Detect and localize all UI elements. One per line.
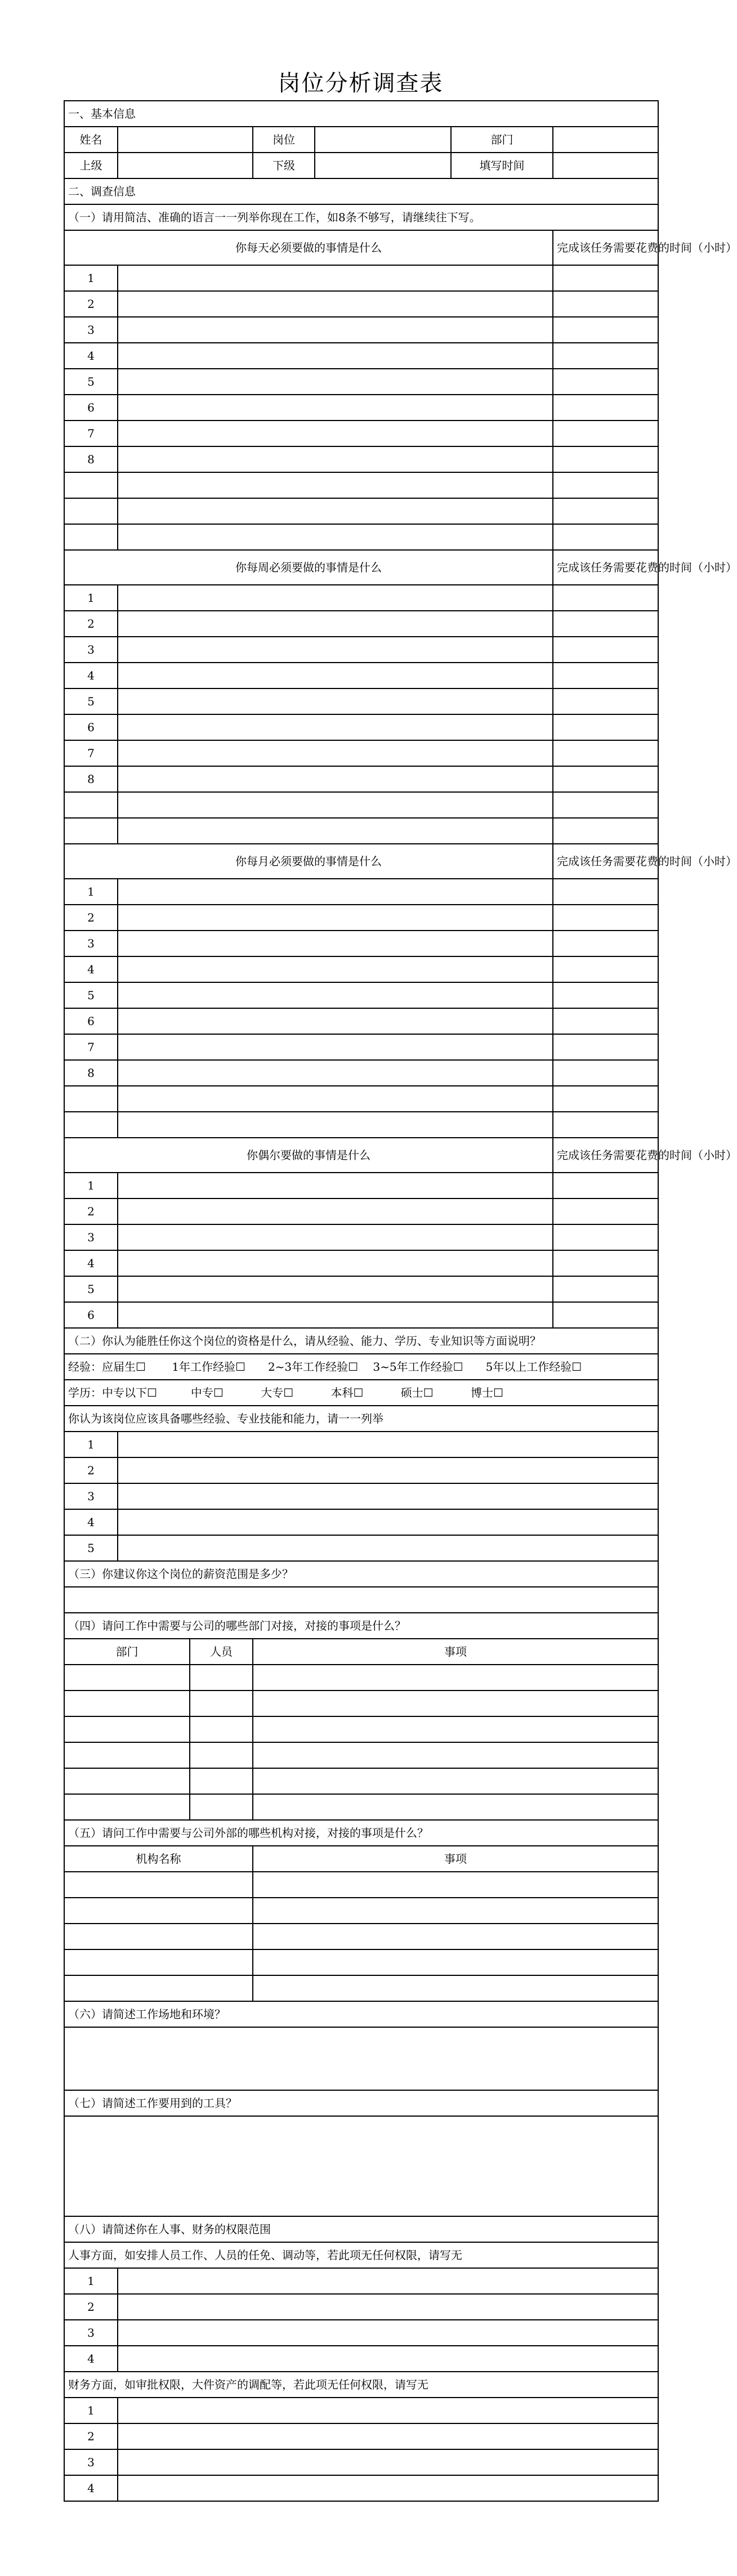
weekly-task-field[interactable] (118, 714, 553, 740)
weekly-row-number: 4 (64, 663, 118, 688)
q4-person-field[interactable] (190, 1690, 253, 1716)
q4-item-field[interactable] (253, 1742, 658, 1768)
occasional-hours-field[interactable] (553, 1198, 658, 1224)
weekly-header-row (64, 550, 658, 585)
occasional-task-field[interactable] (118, 1302, 553, 1328)
skills-row-number: 4 (64, 1509, 118, 1535)
daily-hours-field[interactable] (553, 472, 658, 498)
experience-options-row (64, 1354, 658, 1380)
daily-hours-field[interactable] (553, 395, 658, 421)
weekly-row (64, 766, 658, 792)
weekly-time-header: 完成该任务需要花费的时间（小时） (553, 550, 658, 585)
daily-row-number (64, 472, 118, 498)
subordinate-label: 下级 (253, 153, 315, 178)
daily-hours-field[interactable] (553, 524, 658, 550)
weekly-task-field[interactable] (118, 766, 553, 792)
q4-person-field[interactable] (190, 1665, 253, 1690)
fin-row-number: 4 (64, 2475, 118, 2501)
hr-row-number: 3 (64, 2320, 118, 2346)
filldate-label: 填写时间 (451, 153, 553, 178)
q4-item-field[interactable] (253, 1665, 658, 1690)
q5-item-field[interactable] (253, 1924, 658, 1949)
weekly-header: 你每周必须要做的事情是什么 (64, 550, 553, 585)
daily-row (64, 498, 658, 524)
daily-row-number: 4 (64, 343, 118, 369)
monthly-hours-field[interactable] (553, 905, 658, 931)
weekly-task-field[interactable] (118, 585, 553, 611)
occasional-time-header: 完成该任务需要花费的时间（小时） (553, 1138, 658, 1173)
daily-row-number: 1 (64, 265, 118, 291)
basic-section-title: 一、基本信息 (64, 101, 658, 127)
weekly-hours-field[interactable] (553, 792, 658, 818)
fin-row (64, 2423, 658, 2449)
monthly-hours-field[interactable] (553, 1060, 658, 1086)
superior-field[interactable] (118, 153, 253, 178)
education-options-row (64, 1380, 658, 1406)
weekly-row (64, 792, 658, 818)
daily-header-row (64, 230, 658, 265)
q4-item-field[interactable] (253, 1768, 658, 1794)
monthly-task-field[interactable] (118, 1112, 553, 1138)
q4-dept-field[interactable] (64, 1665, 190, 1690)
weekly-hours-field[interactable] (553, 585, 658, 611)
monthly-task-field[interactable] (118, 982, 553, 1008)
q5-item-header: 事项 (253, 1846, 658, 1872)
post-label: 岗位 (253, 127, 315, 153)
occasional-row (64, 1250, 658, 1276)
survey-form-table (64, 100, 737, 2502)
monthly-task-field[interactable] (118, 1086, 553, 1112)
skills-field[interactable] (118, 1432, 658, 1457)
monthly-row (64, 905, 658, 931)
q1-row (64, 204, 658, 230)
weekly-row (64, 585, 658, 611)
daily-header: 你每天必须要做的事情是什么 (64, 230, 553, 265)
fin-row-number: 1 (64, 2398, 118, 2423)
fin-row (64, 2475, 658, 2501)
occasional-task-field[interactable] (118, 1276, 553, 1302)
q4-person-field[interactable] (190, 1742, 253, 1768)
daily-task-field[interactable] (118, 317, 553, 343)
monthly-row-number: 5 (64, 982, 118, 1008)
monthly-task-field[interactable] (118, 956, 553, 982)
monthly-hours-field[interactable] (553, 956, 658, 982)
weekly-task-field[interactable] (118, 818, 553, 844)
q4-person-field[interactable] (190, 1716, 253, 1742)
q4-row (64, 1716, 658, 1742)
hr-row-number: 2 (64, 2294, 118, 2320)
q4-item-field[interactable] (253, 1794, 658, 1820)
q8-text-row (64, 2216, 658, 2242)
weekly-task-field[interactable] (118, 688, 553, 714)
q4-dept-field[interactable] (64, 1768, 190, 1794)
hr-row (64, 2320, 658, 2346)
survey-section-title: 二、调查信息 (64, 178, 658, 204)
weekly-task-field[interactable] (118, 740, 553, 766)
q5-org-header: 机构名称 (64, 1846, 253, 1872)
q4-dept-field[interactable] (64, 1690, 190, 1716)
monthly-row (64, 956, 658, 982)
weekly-row (64, 818, 658, 844)
occasional-task-field[interactable] (118, 1173, 553, 1198)
daily-hours-field[interactable] (553, 498, 658, 524)
skills-row (64, 1483, 658, 1509)
daily-hours-field[interactable] (553, 343, 658, 369)
weekly-row-number: 1 (64, 585, 118, 611)
weekly-row-number: 7 (64, 740, 118, 766)
occasional-row-number: 5 (64, 1276, 118, 1302)
occasional-row-number: 3 (64, 1224, 118, 1250)
daily-row (64, 395, 658, 421)
q4-dept-field[interactable] (64, 1794, 190, 1820)
q4-item-header: 事项 (253, 1639, 658, 1665)
hr-field[interactable] (118, 2346, 658, 2372)
monthly-row (64, 1112, 658, 1138)
q5-text: （五）请问工作中需要与公司外部的哪些机构对接，对接的事项是什么？ (64, 1820, 658, 1846)
monthly-hours-field[interactable] (553, 1086, 658, 1112)
q7-answer-row (64, 2116, 658, 2216)
daily-task-field[interactable] (118, 446, 553, 472)
q4-row (64, 1768, 658, 1794)
daily-hours-field[interactable] (553, 317, 658, 343)
occasional-header: 你偶尔要做的事情是什么 (64, 1138, 553, 1173)
monthly-row-number: 4 (64, 956, 118, 982)
q5-org-field[interactable] (64, 1898, 253, 1924)
monthly-task-field[interactable] (118, 1034, 553, 1060)
daily-row (64, 446, 658, 472)
monthly-row (64, 1008, 658, 1034)
salary-answer-field[interactable] (64, 1587, 658, 1613)
hr-field[interactable] (118, 2268, 658, 2294)
occasional-row-number: 1 (64, 1173, 118, 1198)
q7-text-row (64, 2090, 658, 2116)
monthly-row-number: 7 (64, 1034, 118, 1060)
daily-task-field[interactable] (118, 343, 553, 369)
monthly-task-field[interactable] (118, 905, 553, 931)
occasional-row (64, 1302, 658, 1328)
q6-answer-field[interactable] (64, 2027, 658, 2090)
monthly-row-number: 3 (64, 931, 118, 956)
hr-row (64, 2294, 658, 2320)
monthly-hours-field[interactable] (553, 1008, 658, 1034)
q3-text: （三）你建议你这个岗位的薪资范围是多少？ (64, 1561, 658, 1587)
occasional-hours-field[interactable] (553, 1173, 658, 1198)
q2-text: （二）你认为能胜任你这个岗位的资格是什么，请从经验、能力、学历、专业知识等方面说明？ (64, 1328, 658, 1354)
monthly-hours-field[interactable] (553, 1034, 658, 1060)
salary-answer-row (64, 1587, 658, 1613)
daily-row-number: 3 (64, 317, 118, 343)
skills-field[interactable] (118, 1483, 658, 1509)
monthly-row (64, 1034, 658, 1060)
hr-authority-text: 人事方面，如安排人员工作、人员的任免、调动等，若此项无任何权限，请写无 (64, 2242, 658, 2268)
daily-time-header: 完成该任务需要花费的时间（小时） (553, 230, 658, 265)
q4-person-field[interactable] (190, 1768, 253, 1794)
skills-row (64, 1509, 658, 1535)
q5-org-field[interactable] (64, 1924, 253, 1949)
skills-question-row (64, 1406, 658, 1432)
q5-item-field[interactable] (253, 1872, 658, 1898)
subordinate-field[interactable] (315, 153, 451, 178)
q3-text-row (64, 1561, 658, 1587)
dept-field[interactable] (553, 127, 658, 153)
daily-row (64, 343, 658, 369)
weekly-task-field[interactable] (118, 637, 553, 663)
skills-row-number: 5 (64, 1535, 118, 1561)
q5-row (64, 1898, 658, 1924)
daily-task-field[interactable] (118, 472, 553, 498)
monthly-task-field[interactable] (118, 879, 553, 905)
page-title: 岗位分析调查表 (278, 70, 444, 96)
daily-row (64, 265, 658, 291)
daily-row (64, 317, 658, 343)
hr-field[interactable] (118, 2294, 658, 2320)
daily-task-field[interactable] (118, 421, 553, 446)
weekly-row-number: 3 (64, 637, 118, 663)
weekly-row-number (64, 818, 118, 844)
skills-question: 你认为该岗位应该具备哪些经验、专业技能和能力，请一一列举 (64, 1406, 658, 1432)
q7-answer-field[interactable] (64, 2116, 658, 2216)
daily-hours-field[interactable] (553, 421, 658, 446)
monthly-header-row (64, 844, 658, 879)
survey-section-row (64, 178, 658, 204)
q5-item-field[interactable] (253, 1898, 658, 1924)
q5-row (64, 1924, 658, 1949)
weekly-row-number: 8 (64, 766, 118, 792)
occasional-row (64, 1198, 658, 1224)
skills-row-number: 3 (64, 1483, 118, 1509)
weekly-row-number (64, 792, 118, 818)
monthly-header: 你每月必须要做的事情是什么 (64, 844, 553, 879)
monthly-row-number: 1 (64, 879, 118, 905)
q5-item-field[interactable] (253, 1975, 658, 2001)
q4-row (64, 1665, 658, 1690)
occasional-task-field[interactable] (118, 1250, 553, 1276)
occasional-row-number: 4 (64, 1250, 118, 1276)
q5-row (64, 1975, 658, 2001)
q4-dept-field[interactable] (64, 1716, 190, 1742)
skills-row-number: 1 (64, 1432, 118, 1457)
q2-text-row (64, 1328, 658, 1354)
weekly-task-field[interactable] (118, 663, 553, 688)
q5-org-field[interactable] (64, 1872, 253, 1898)
weekly-hours-field[interactable] (553, 818, 658, 844)
monthly-hours-field[interactable] (553, 1112, 658, 1138)
q4-header-row (64, 1639, 658, 1665)
q5-text-row (64, 1820, 658, 1846)
daily-hours-field[interactable] (553, 291, 658, 317)
monthly-row-number (64, 1086, 118, 1112)
daily-hours-field[interactable] (553, 446, 658, 472)
q4-row (64, 1690, 658, 1716)
fin-field[interactable] (118, 2475, 658, 2501)
q6-answer-row (64, 2027, 658, 2090)
monthly-task-field[interactable] (118, 931, 553, 956)
monthly-hours-field[interactable] (553, 982, 658, 1008)
weekly-row-number: 5 (64, 688, 118, 714)
basic-row-2 (64, 153, 658, 178)
monthly-row-number: 2 (64, 905, 118, 931)
daily-task-field[interactable] (118, 524, 553, 550)
daily-task-field[interactable] (118, 395, 553, 421)
filldate-field[interactable] (553, 153, 658, 178)
skills-row (64, 1457, 658, 1483)
daily-row (64, 291, 658, 317)
fin-authority-text: 财务方面，如审批权限，大件资产的调配等，若此项无任何权限，请写无 (64, 2372, 658, 2398)
q4-dept-field[interactable] (64, 1742, 190, 1768)
occasional-row-number: 6 (64, 1302, 118, 1328)
daily-hours-field[interactable] (553, 369, 658, 395)
weekly-hours-field[interactable] (553, 714, 658, 740)
q6-text: （六）请简述工作场地和环境？ (64, 2001, 658, 2027)
q8-text: （八）请简述你在人事、财务的权限范围 (64, 2216, 658, 2242)
q1-text: （一）请用简洁、准确的语言一一列举你现在工作，如8条不够写，请继续往下写。 (64, 204, 658, 230)
occasional-header-row (64, 1138, 658, 1173)
monthly-hours-field[interactable] (553, 879, 658, 905)
q4-person-field[interactable] (190, 1794, 253, 1820)
monthly-hours-field[interactable] (553, 931, 658, 956)
fin-field[interactable] (118, 2449, 658, 2475)
daily-row-number (64, 498, 118, 524)
monthly-row (64, 879, 658, 905)
weekly-hours-field[interactable] (553, 637, 658, 663)
q4-text-row (64, 1613, 658, 1639)
fin-row-number: 3 (64, 2449, 118, 2475)
name-field[interactable] (118, 127, 253, 153)
monthly-row (64, 1060, 658, 1086)
daily-row-number (64, 524, 118, 550)
q4-item-field[interactable] (253, 1716, 658, 1742)
weekly-hours-field[interactable] (553, 688, 658, 714)
monthly-row (64, 931, 658, 956)
occasional-hours-field[interactable] (553, 1250, 658, 1276)
q4-item-field[interactable] (253, 1690, 658, 1716)
daily-row (64, 472, 658, 498)
daily-task-field[interactable] (118, 291, 553, 317)
superior-label: 上级 (64, 153, 118, 178)
experience-options: 经验：应届生☐ 1年工作经验☐ 2~3年工作经验☐ 3~5年工作经验☐ 5年以上工作经验☐ (64, 1354, 658, 1380)
hr-row (64, 2346, 658, 2372)
monthly-task-field[interactable] (118, 1008, 553, 1034)
weekly-task-field[interactable] (118, 611, 553, 637)
daily-row-number: 5 (64, 369, 118, 395)
fin-authority-text-row (64, 2372, 658, 2398)
daily-row-number: 6 (64, 395, 118, 421)
daily-task-field[interactable] (118, 265, 553, 291)
q4-row (64, 1794, 658, 1820)
hr-row-number: 4 (64, 2346, 118, 2372)
skills-row (64, 1432, 658, 1457)
hr-row-number: 1 (64, 2268, 118, 2294)
occasional-task-field[interactable] (118, 1224, 553, 1250)
fin-field[interactable] (118, 2398, 658, 2423)
skills-field[interactable] (118, 1457, 658, 1483)
weekly-row (64, 611, 658, 637)
occasional-row (64, 1276, 658, 1302)
education-options: 学历：中专以下☐ 中专☐ 大专☐ 本科☐ 硕士☐ 博士☐ (64, 1380, 658, 1406)
occasional-row-number: 2 (64, 1198, 118, 1224)
fin-row-number: 2 (64, 2423, 118, 2449)
monthly-row-number: 6 (64, 1008, 118, 1034)
monthly-row-number: 8 (64, 1060, 118, 1086)
occasional-hours-field[interactable] (553, 1224, 658, 1250)
q4-row (64, 1742, 658, 1768)
occasional-row (64, 1224, 658, 1250)
daily-row-number: 2 (64, 291, 118, 317)
weekly-row (64, 714, 658, 740)
hr-row (64, 2268, 658, 2294)
weekly-hours-field[interactable] (553, 663, 658, 688)
monthly-row (64, 982, 658, 1008)
occasional-hours-field[interactable] (553, 1302, 658, 1328)
q4-person-header: 人员 (190, 1639, 253, 1665)
skills-field[interactable] (118, 1535, 658, 1561)
daily-row (64, 421, 658, 446)
basic-row-1 (64, 127, 658, 153)
daily-row-number: 8 (64, 446, 118, 472)
weekly-row-number: 6 (64, 714, 118, 740)
monthly-row (64, 1086, 658, 1112)
skills-row-number: 2 (64, 1457, 118, 1483)
q5-org-field[interactable] (64, 1949, 253, 1975)
weekly-row (64, 663, 658, 688)
daily-row (64, 524, 658, 550)
name-label: 姓名 (64, 127, 118, 153)
q5-row (64, 1949, 658, 1975)
skills-row (64, 1535, 658, 1561)
weekly-task-field[interactable] (118, 792, 553, 818)
weekly-row (64, 740, 658, 766)
occasional-task-field[interactable] (118, 1198, 553, 1224)
occasional-row (64, 1173, 658, 1198)
weekly-hours-field[interactable] (553, 740, 658, 766)
weekly-row (64, 688, 658, 714)
hr-field[interactable] (118, 2320, 658, 2346)
skills-field[interactable] (118, 1509, 658, 1535)
q5-row (64, 1872, 658, 1898)
daily-row (64, 369, 658, 395)
dept-label: 部门 (451, 127, 553, 153)
fin-row (64, 2449, 658, 2475)
monthly-row-number (64, 1112, 118, 1138)
weekly-row (64, 637, 658, 663)
daily-hours-field[interactable] (553, 265, 658, 291)
q7-text: （七）请简述工作要用到的工具？ (64, 2090, 658, 2116)
weekly-hours-field[interactable] (553, 611, 658, 637)
fin-row (64, 2398, 658, 2423)
monthly-task-field[interactable] (118, 1060, 553, 1086)
q4-text: （四）请问工作中需要与公司的哪些部门对接，对接的事项是什么？ (64, 1613, 658, 1639)
basic-section-row (64, 101, 658, 127)
fin-field[interactable] (118, 2423, 658, 2449)
q5-item-field[interactable] (253, 1949, 658, 1975)
q6-text-row (64, 2001, 658, 2027)
occasional-hours-field[interactable] (553, 1276, 658, 1302)
daily-task-field[interactable] (118, 498, 553, 524)
daily-row-number: 7 (64, 421, 118, 446)
q5-header-row (64, 1846, 658, 1872)
monthly-time-header: 完成该任务需要花费的时间（小时） (553, 844, 658, 879)
daily-task-field[interactable] (118, 369, 553, 395)
weekly-hours-field[interactable] (553, 766, 658, 792)
hr-authority-text-row (64, 2242, 658, 2268)
q4-dept-header: 部门 (64, 1639, 190, 1665)
weekly-row-number: 2 (64, 611, 118, 637)
q5-org-field[interactable] (64, 1975, 253, 2001)
post-field[interactable] (315, 127, 451, 153)
